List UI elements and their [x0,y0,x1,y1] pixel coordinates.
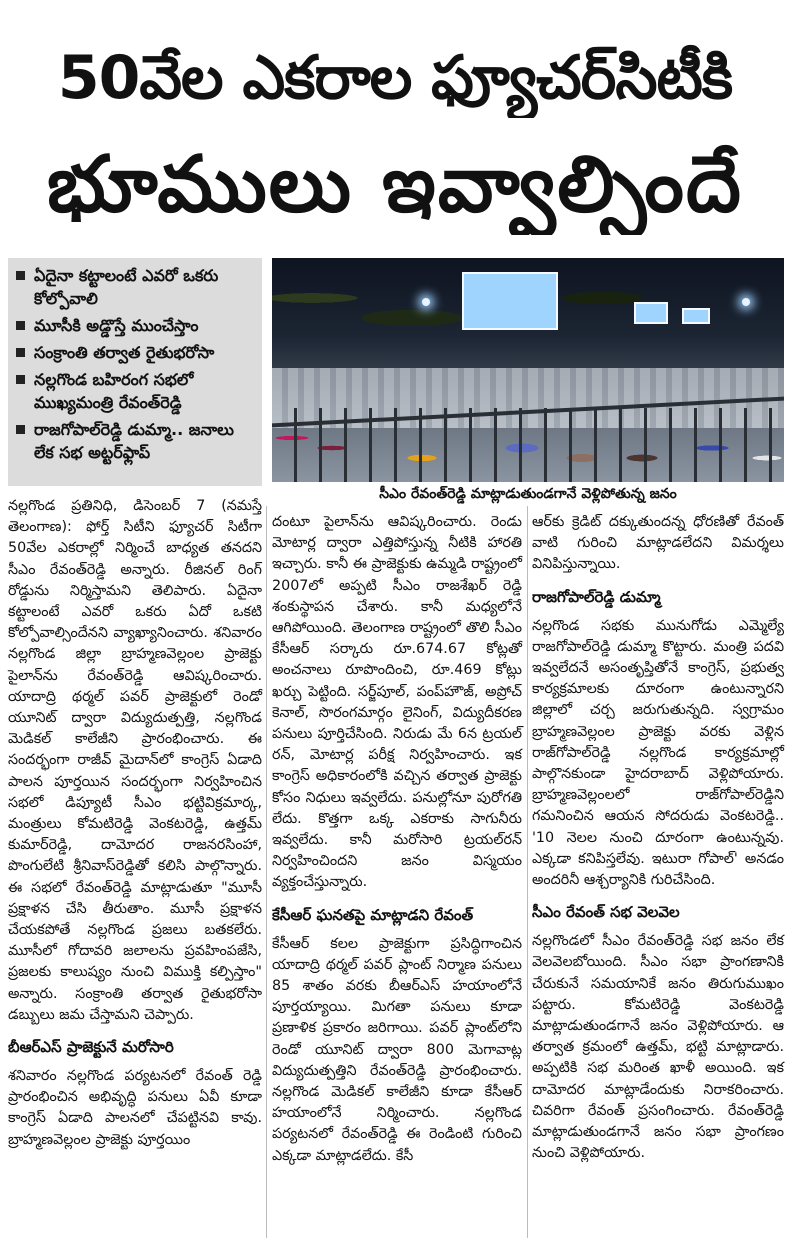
photo-led-screen-small [682,308,710,324]
highlight-text: ఏదైనా కట్టాలంటే ఎవరో ఒకరు కోల్పోవాలి [34,266,219,308]
article-paragraph: నల్లగొండ సభకు మునుగోడు ఎమ్మెల్యే రాజగోపాల్‌రెడ్డి డుమ్మా కొట్టారు. మంత్రి పదవి ఇవ్వలేదనే అసంతృప్తితోనే కాంగ్రెస్‌, ప్రభుత్వ కార్యక్రమాలకు దూరంగా ఉంటున్నారని జిల్లాలో చర్చ జరుగుతున్నది. స్వగ్రామం బ్రాహ్మణవెల్లంల ప్రాజెక్టు వరకు వెళ్లిన రాజ్‌గోపాల్‌రెడ్డి నల్లగొండ కార్యక్రమాల్లో పాల్గొనకుండా హైదరాబాద్‌ వెళ్లిపోయారు. బ్రాహ్మణవెల్లంలలో రాజ్‌గోపాల్‌రెడ్డిని గమనించిన ఆయన సోదరుడు వెంకటరెడ్డి.. '10 నెలల నుంచి దూరంగా ఉంటున్నవు. ఎక్కడా కనిపిస్తలేవు. ఇటురా గోపాల్‌' అనడం అందరినీ ఆశ్చర్యానికి గురిచేసింది. [532,617,784,889]
bullet-square-icon [16,425,25,434]
section-subheading: బీఆర్‌ఎస్‌ ప్రాజెక్టునే మరోసారి [8,1038,174,1057]
photo-led-screen [462,272,558,330]
section-subheading: కేసీఆర్‌ ఘనతపై మాట్లాడని రేవంత్‌ [272,905,474,924]
headline-line-1: 50వేల ఎకరాల ఫ్యూచర్‌సిటీకి [57,43,733,113]
article-paragraph: నల్లగొండలో సీఎం రేవంత్‌రెడ్డి సభ జనం లేక వెలవెలబోయింది. సీఎం సభా ప్రాంగణానికి చేరుకునే సమయానికే జనం తిరుగుముఖం పట్టారు. కోమటిరెడ్డి వెంకటరెడ్డి మాట్లాడుతుండగానే జనం వెళ్లిపోయారు. ఆ తర్వాత క్రమంలో ఉత్తమ్‌, భట్టి మాట్లాడారు. అప్పటికి సభ మరింత ఖాళీ అయింది. ఇక దామోదర మాట్లాడేందుకు నిరాకరించారు. చివరిగా రేవంత్‌ ప్రసంగించారు. రేవంత్‌రెడ్డి మాట్లాడుతుండగానే జనం సభా ప్రాంగణం నుంచి వెళ్లిపోయారు. [532,933,784,1162]
section-subheading: రాజగోపాల్‌రెడ్డి డుమ్మా [532,587,661,606]
highlight-text: రాజగోపాల్‌రెడ్డి డుమ్మా.. జనాలు లేక సభ అట్టర్‌ఫ్లాప్‌ [34,420,234,462]
article-paragraph: నల్లగొండ ప్రతినిధి, డిసెంబర్‌ 7 (నమస్తే తెలంగాణ): ఫోర్త్‌ సిటీని ఫ్యూచర్‌ సిటీగా 50వేల ఎకరాల్లో నిర్మించే బాధ్యత తనదని సీఎం రేవంత్‌రెడ్డి అన్నారు. రీజినల్‌ రింగ్‌ రోడ్డును నిర్మిస్తామని తెలిపారు. ఏదైనా కట్టాలంటే ఎవరో ఒకరు ఏదో ఒకటి కోల్పోవాల్సిందేనని వ్యాఖ్యానించారు. శనివారం నల్లగొండ జిల్లా బ్రాహ్మణవెల్లంల ప్రాజెక్టు పైలాన్‌ను రేవంత్‌రెడ్డి ఆవిష్కరించారు. యాదాద్రి థర్మల్‌ పవర్‌ ప్రాజెక్టులో రెండో యూనిట్‌ ద్వారా విద్యుదుత్పత్తి, నల్లగొండ మెడికల్‌ కాలేజీని ప్రారంభించారు. ఈ సందర్భంగా రాజీవ్‌ మైదాన్‌లో కాంగ్రెస్‌ ఏడాది పాలన పూర్తయిన సందర్భంగా నిర్వహించిన సభలో డిప్యూటీ సీఎం భట్టివిక్రమార్క, మంత్రులు కోమటిరెడ్డి వెంకటరెడ్డి, ఉత్తమ్‌ కుమార్‌రెడ్డి, దామోదర రాజనరసింహా, పొంగులేటి శ్రీనివాస్‌రెడ్డితో కలిసి పాల్గొన్నారు. ఈ సభలో రేవంత్‌రెడ్డి మాట్లాడుతూ "మూసీ ప్రక్షాళన చేసి తీరుతాం. మూసీ ప్రక్షాళన చేయకపోతే నల్లగొండ ప్రజలు బతకలేరు. మూసీలో గోదావరి జలాలను ప్రవహింపజేసి, ప్రజలకు కాలుష్యం నుంచి విముక్తి కల్పిస్తాం" అన్నారు. సంక్రాంతి తర్వాత రైతుభరోసా డబ్బులు జమ చేస్తామని చెప్పారు. [8,498,262,1023]
highlight-item [14,264,256,310]
headline-line-2: భూములు ఇవ్వాల్సిందే [47,140,743,230]
highlight-text: మూసీకి అడ్డొస్తే ముంచేస్తాం [34,316,199,335]
photo-railing [272,408,784,482]
column-divider [527,506,528,1238]
section-subheading: సీఎం రేవంత్‌ సభ వెలవెల [532,903,680,922]
article-paragraph: శనివారం నల్లగొండ పర్యటనలో రేవంత్‌ రెడ్డి ప్రారంభించిన అభివృద్ధి పనులు ఏవీ కూడా కాంగ్రెస్‌ ఏడాది పాలనలో చేపట్టినవి కావు. బ్రాహ్మణవెల్లంల ప్రాజెక్టు పూర్తయిం [8,1068,262,1148]
bullet-square-icon [16,321,25,330]
highlight-item [14,418,256,464]
highlight-item [14,341,256,364]
photo-light [742,298,750,306]
bullet-square-icon [16,348,25,357]
article-column-3 [532,512,784,1164]
rally-photo [272,258,784,482]
highlight-text: నల్లగొండ బహిరంగ సభలో ముఖ్యమంత్రి రేవంత్‌రెడ్డి [34,370,194,412]
highlights-box [8,258,262,486]
article-paragraph: కేసీఆర్‌ కలల ప్రాజెక్టుగా ప్రసిద్ధిగాంచిన యాదాద్రి థర్మల్‌ పవర్‌ ప్లాంట్‌ నిర్మాణ పనులు 85 శాతం వరకు బీఆర్‌ఎస్‌ హయాంలోనే పూర్తయ్యాయి. మిగతా పనులు కూడా ప్రణాళిక ప్రకారం జరిగాయి. పవర్‌ ప్లాంట్‌లోని రెండో యూనిట్‌ ద్వారా 800 మెగావాట్ల విద్యుదుత్పత్తిని రేవంత్‌రెడ్డి ప్రారంభించారు. నల్లగొండ మెడికల్‌ కాలేజీని కూడా కేసీఆర్‌ హయాంలోనే నిర్మించారు. నల్లగొండ పర్యటనలో రేవంత్‌రెడ్డి ఈ రెండింటి గురించి ఎక్కడా మాట్లాడలేదు. కేసీ [272,935,522,1164]
photo-led-screen-small [634,302,668,324]
article-paragraph: ఆర్‌కు క్రెడిట్‌ దక్కుతుందన్న ధోరణితో రేవంత్‌ వాటి గురించి మాట్లాడలేదని విమర్శలు వినిపిస్తున్నాయి. [532,514,784,573]
bullet-square-icon [16,271,25,280]
photo-light [422,298,430,306]
highlight-text: సంక్రాంతి తర్వాత రైతుభరోసా [34,343,215,362]
column-divider [266,506,267,1238]
bullet-square-icon [16,375,25,384]
highlight-item [14,314,256,337]
article-column-1 [8,496,262,1151]
photo-caption: సీఎం రేవంత్‌రెడ్డి మాట్లాడుతుండగానే వెళ్లిపోతున్న జనం [379,486,677,502]
highlight-item [14,368,256,414]
article-column-2 [272,512,522,1167]
article-paragraph: దంటూ పైలాన్‌ను ఆవిష్కరించారు. రెండు మోటార్ల ద్వారా ఎత్తిపోస్తున్న నీటికి హారతి ఇచ్చారు. కానీ ఈ ప్రాజెక్టుకు ఉమ్మడి రాష్ట్రంలో 2007లో అప్పటి సీఎం రాజశేఖర్‌ రెడ్డి శంకుస్థాపన చేశారు. కానీ మధ్యలోనే ఆగిపోయింది. తెలంగాణ రాష్ట్రంలో తొలి సీఎం కేసీఆర్‌ సర్కారు రూ.674.67 కోట్లతో అంచనాలు రూపొందించి, రూ.469 కోట్లు ఖర్చు పెట్టింది. సర్జ్‌పూల్‌, పంప్‌హౌజ్‌, అప్రోచ్‌ కెనాల్‌, సొరంగమార్గం లైనింగ్‌, విద్యుదీకరణ పనులు పూర్తిచేసింది. నిరుడు మే 6న ట్రయల్‌ రన్‌, మోటార్ల పరీక్ష నిర్వహించారు. ఇక కాంగ్రెస్‌ అధికారంలోకి వచ్చిన తర్వాత ప్రాజెక్టు కోసం నిధులు ఇవ్వలేదు. పనుల్లోనూ పురోగతి లేదు. కొత్తగా ఒక్క ఎకరాకు సాగునీరు ఇవ్వలేదు. కానీ మరోసారి ట్రయల్‌రన్‌ నిర్వహించిందని జనం విస్మయం వ్యక్తంచేస్తున్నారు. [272,514,522,891]
